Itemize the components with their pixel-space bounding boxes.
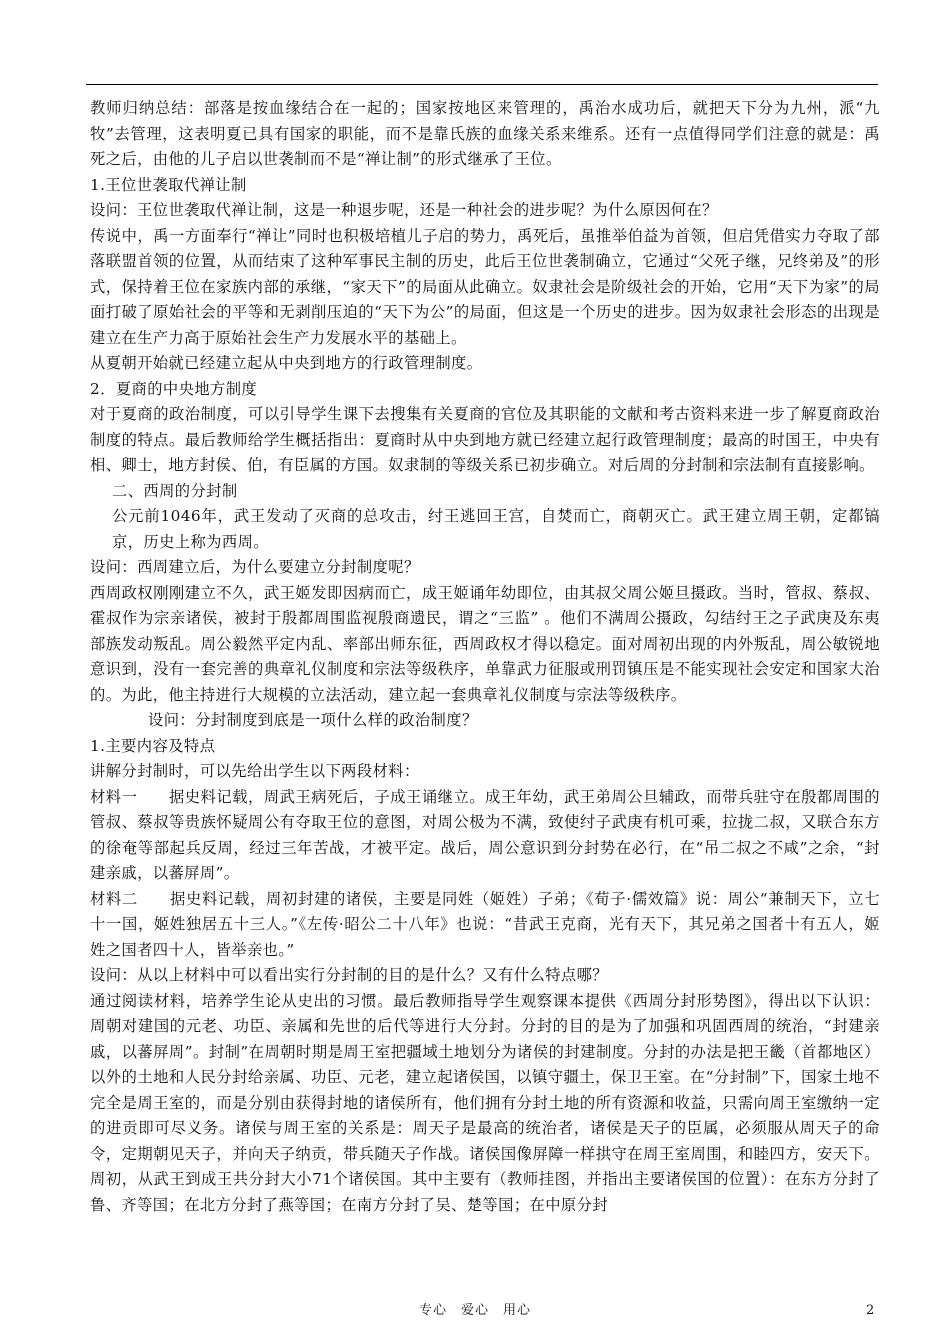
- material-two: 材料二 据史料记载，周初封建的诸侯，主要是同姓（姬姓）子弟；《荀子·儒效篇》说：周公“兼制天下，立七十一国，姬姓独居五十三人。”《左传·昭公二十八年》也说：“昔武王克商，光有天下，其兄弟之国者十有五人，姬姓之国者四十人，皆举亲也。”: [90, 889, 880, 959]
- paragraph-teacher-summary: 教师归纳总结：部落是按血缘结合在一起的；国家按地区来管理的，禹治水成功后，就把天下分为九州，派“九牧”去管理，这表明夏已具有国家的职能，而不是靠氏族的血缘关系来维系。还有一点值得同学们注意的就是：禹死之后，由他的儿子启以世袭制而不是“禅让制”的形式继承了王位。: [90, 99, 880, 168]
- question-why-fengjian: 设问：西周建立后，为什么要建立分封制度呢？: [90, 558, 420, 576]
- paragraph-founding-western-zhou: 公元前1046年，武王发动了灭商的总攻击，纣王逃回王宫，自焚而亡，商朝灭亡。武王建立周王朝，定都镐京，历史上称为西周。: [112, 507, 880, 551]
- document-body: [90, 96, 880, 1218]
- paragraph-xia-administration: 从夏朝开始就已经建立起从中央到地方的行政管理制度。: [90, 354, 483, 372]
- paragraph-legend-yu-qi: 传说中，禹一方面奉行“禅让”同时也积极培植儿子启的势力，禹死后，虽推举伯益为首领，但启凭借实力夺取了部落联盟首领的位置，从而结束了这种军事民主制的历史，此后王位世袭制确立，它通过“父死子继，兄终弟及”的形式，保持着王位在家族内部的承继，“家天下”的局面从此确立。奴隶社会是阶级社会的开始，它用“天下为家”的局面打破了原始社会的平等和无剥削压迫的“天下为公”的局面，但这是一个历史的进步。因为奴隶社会形态的出现是建立在生产力高于原始社会生产力发展水平的基础上。: [90, 226, 880, 347]
- heading-main-content: 1.主要内容及特点: [90, 736, 216, 755]
- page-number: 2: [866, 1303, 875, 1318]
- paragraph-conclusion: 通过阅读材料，培养学生论从史出的习惯。最后教师指导学生观察课本提供《西周分封形势图》，得出以下认识：周朝对建国的元老、功臣、亲属和先世的后代等进行大分封。分封的目的是为了加强和巩固西周的统治，“封建亲戚，以蕃屏周”。封制”在周朝时期是周王室把疆域土地划分为诸侯的封建制度。分封的办法是把王畿（首都地区）以外的土地和人民分封给亲属、功臣、元老，建立起诸侯国，以镇守疆土，保卫王室。在“分封制”下，国家土地不完全是周王室的，而是分别由获得封地的诸侯所有，他们拥有分封土地的所有资源和收益，只需向周王室缴纳一定的进贡即可尽义务。诸侯与周王室的关系是：周天子是最高的统治者，诸侯是天子的臣属，必须服从周天子的命令，定期朝见天子，并向天子纳贡，带兵随天子作战。诸侯国像屏障一样拱守在周王室周围，和睦四方，安天下。周初，从武王到成王共分封大小71个诸侯国。其中主要有（教师挂图，并指出主要诸侯国的位置）：在东方分封了鲁、齐等国；在北方分封了燕等国；在南方分封了吴、楚等国；在中原分封: [90, 991, 880, 1214]
- question-progress: 设问：王位世袭取代禅让制，这是一种退步呢，还是一种社会的进步呢？为什么原因何在？: [90, 201, 718, 219]
- heading-hereditary-succession: 1.王位世袭取代禅让制: [90, 175, 247, 194]
- question-what-is-fengjian: 设问：分封制度到底是一项什么样的政治制度？: [148, 711, 478, 729]
- material-one: 材料一 据史料记载，周武王病死后，子成王诵继立。成王年幼，武王弟周公旦辅政，而带兵驻守在殷都周围的管叔、蔡叔等贵族怀疑周公有夺取王位的意图，对周公极为不满，致使纣子武庚有机可乘，拉拢二叔，又联合东方的徐奄等部起兵反周，经过三年苦战，才被平定。战后，周公意识到分封势在必行，在“吊二叔之不咸”之余，“封建亲戚，以蕃屏周”。: [90, 787, 880, 882]
- heading-xia-shang-system: 2．夏商的中央地方制度: [90, 379, 258, 398]
- paragraph-materials-intro: 讲解分封制时，可以先给出学生以下两段材料：: [90, 762, 420, 780]
- footer-motto: 专心 爱心 用心: [418, 1303, 531, 1318]
- question-purpose-features: 设问：从以上材料中可以看出实行分封制的目的是什么？又有什么特点哪？: [90, 966, 608, 984]
- header-rule: [86, 84, 878, 85]
- heading-western-zhou-fengjian: 二、西周的分封制: [112, 481, 238, 500]
- paragraph-duke-of-zhou: 西周政权刚刚建立不久，武王姬发即因病而亡，成王姬诵年幼即位，由其叔父周公姬旦摄政。当时，管叔、蔡叔、霍叔作为宗亲诸侯，被封于殷都周围监视殷商遗民，谓之“三监” 。他们不满周公摄政，勾结纣王之子武庚及东夷部族发动叛乱。周公毅然平定内乱、率部出师东征，西周政权才得以稳定。面对周初出现的内外叛乱，周公敏锐地意识到，没有一套完善的典章礼仪制度和宗法等级秩序，单靠武力征服或刑罚镇压是不能实现社会安定和国家大治的。为此，他主持进行大规模的立法活动，建立起一套典章礼仪制度与宗法等级秩序。: [90, 583, 880, 704]
- paragraph-xia-shang-politics: 对于夏商的政治制度，可以引导学生课下去搜集有关夏商的官位及其职能的文献和考古资料来进一步了解夏商政治制度的特点。最后教师给学生概括指出：夏商时从中央到地方就已经建立起行政管理制度；最高的时国王，中央有相、卿士，地方封侯、伯，有臣属的方国。奴隶制的等级关系已初步确立。对后周的分封制和宗法制有直接影响。: [90, 405, 880, 474]
